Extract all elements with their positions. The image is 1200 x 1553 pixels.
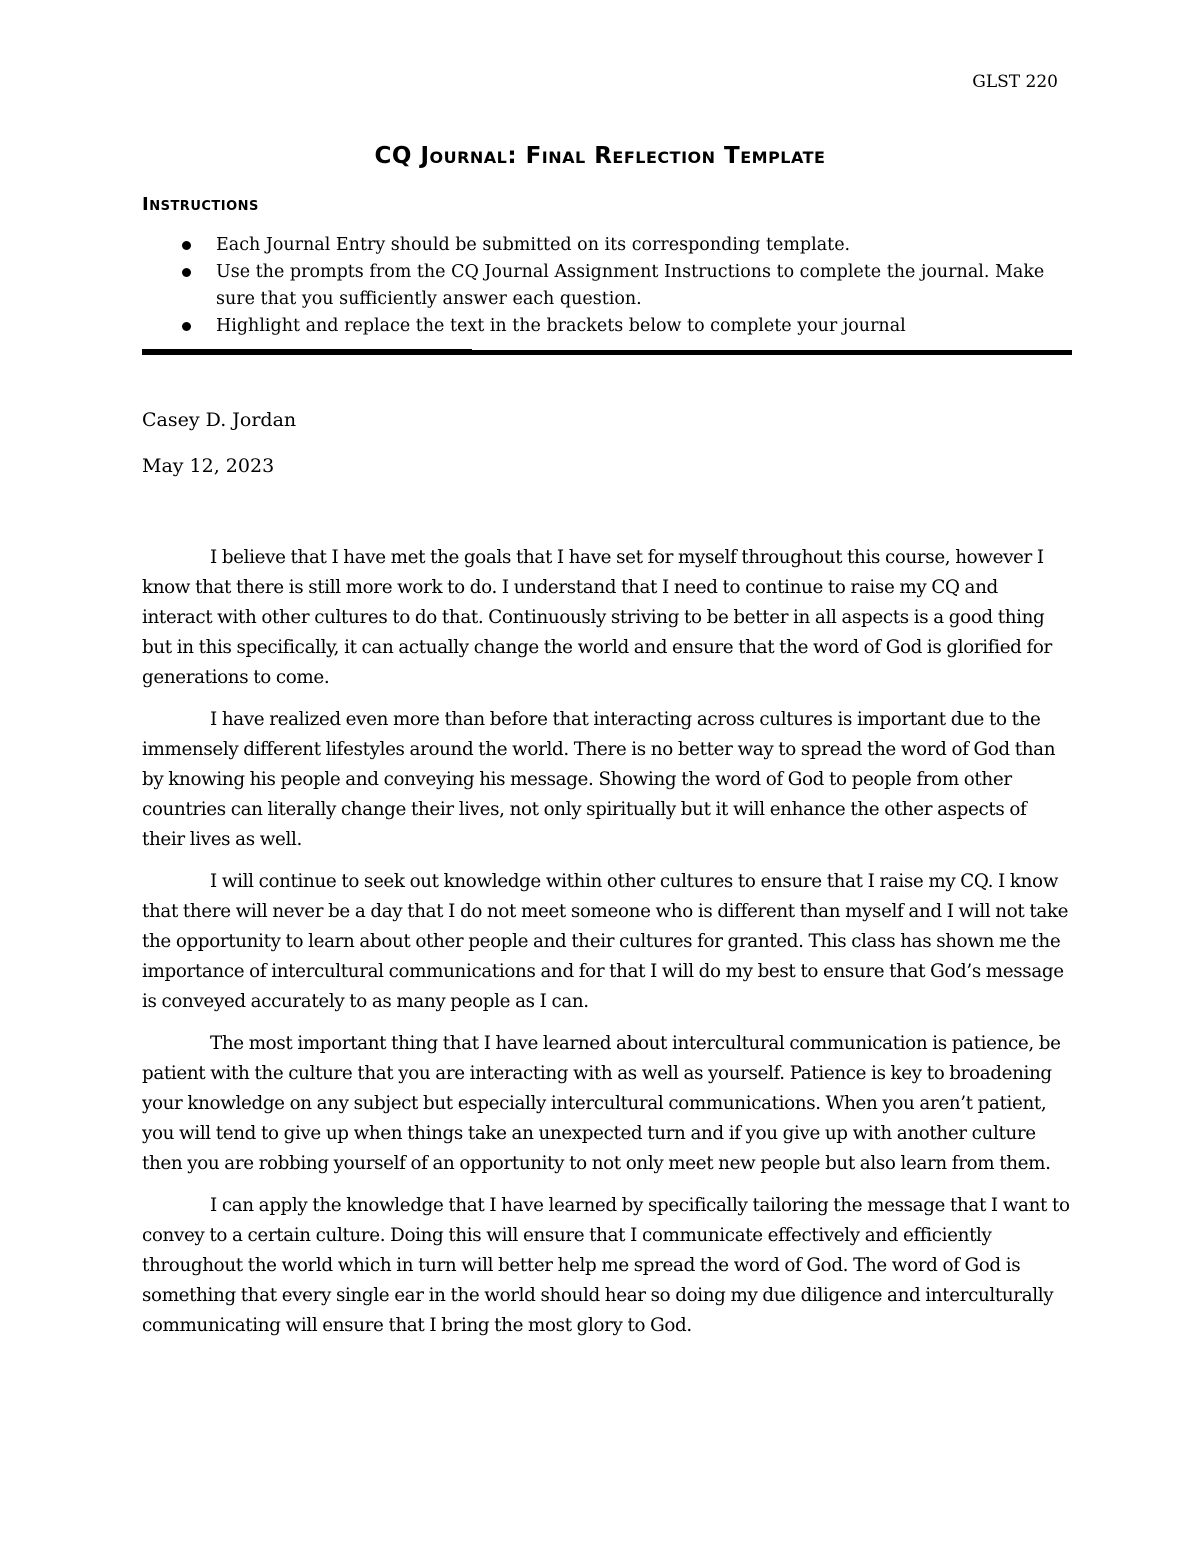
course-code: GLST 220 (972, 72, 1058, 92)
instructions-heading: Instructions (142, 194, 259, 215)
bullet-icon (182, 268, 191, 277)
author-name: Casey D. Jordan (142, 409, 297, 431)
body-paragraph: I will continue to seek out knowledge within other cultures to ensure that I raise my CQ. I know that there will never be a day that I do not meet someone who is different than myself and I will not take the opportunity to learn about other people and their cultures for granted. This class has shown me the importance of intercultural communications and for that I will do my best to ensure that God’s message is conveyed accurately to as many people as I can. (142, 871, 1069, 1012)
instruction-item (142, 313, 1062, 340)
entry-date: May 12, 2023 (142, 455, 275, 477)
instruction-text: Highlight and replace the text in the brackets below to complete your journal (216, 316, 906, 336)
instruction-text: Each Journal Entry should be submitted on its corresponding template. (216, 235, 851, 255)
instruction-item (142, 259, 1062, 313)
body-paragraph: I believe that I have met the goals that I have set for myself throughout this course, however I know that there is still more work to do. I understand that I need to continue to raise my CQ and interact with other cultures to do that. Continuously striving to be better in all aspects is a good thing but in this specifically, it can actually change the world and ensure that the word of God is glorified for generations to come. (142, 547, 1052, 688)
journal-body (142, 543, 1072, 1353)
body-paragraph: The most important thing that I have learned about intercultural communication is patience, be patient with the culture that you are interacting with as well as yourself. Patience is key to broadening your knowledge on any subject but especially intercultural communications. When you aren’t patient, you will tend to give up when things take an unexpected turn and if you give up with another culture then you are robbing yourself of an opportunity to not only meet new people but also learn from them. (142, 1033, 1061, 1174)
instructions-list (142, 232, 1062, 340)
bullet-icon (182, 322, 191, 331)
page-title: CQ Journal: Final Reflection Template (374, 143, 826, 169)
body-paragraph: I can apply the knowledge that I have learned by specifically tailoring the message that I want to convey to a certain culture. Doing this will ensure that I communicate effectively and efficiently throughout the world which in turn will better help me spread the word of God. The word of God is something that every single ear in the world should hear so doing my due diligence and interculturally communicating will ensure that I bring the most glory to God. (142, 1195, 1070, 1336)
body-paragraph: I have realized even more than before that interacting across cultures is important due to the immensely different lifestyles around the world. There is no better way to spread the word of God than by knowing his people and conveying his message. Showing the word of God to people from other countries can literally change their lives, not only spiritually but it will enhance the other aspects of their lives as well. (142, 709, 1056, 850)
instruction-item (142, 232, 1062, 259)
bullet-icon (182, 241, 191, 250)
instruction-text: Use the prompts from the CQ Journal Assignment Instructions to complete the journal. Make sure that you sufficiently answer each question. (216, 262, 1045, 309)
divider (142, 350, 1072, 355)
